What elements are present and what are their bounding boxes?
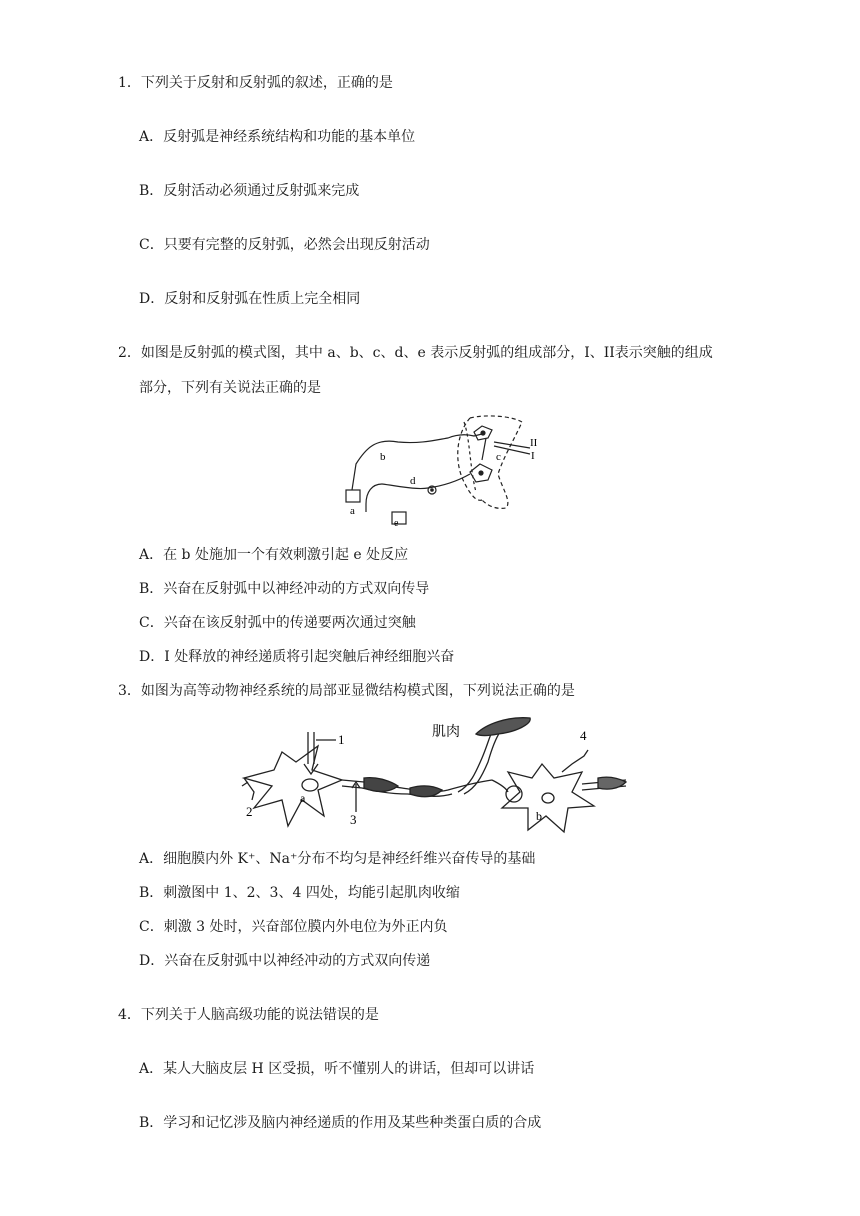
question-1-stem: 1．下列关于反射和反射弧的叙述，正确的是 <box>118 75 393 91</box>
fig3-label-a: a <box>300 791 306 805</box>
question-2-option-b[interactable]: B．兴奋在反射弧中以神经冲动的方式双向传导 <box>139 581 430 597</box>
question-4-stem: 4．下列关于人脑高级功能的说法错误的是 <box>118 1007 379 1023</box>
fig2-label-a: a <box>350 505 355 517</box>
fig2-label-c: c <box>496 451 501 463</box>
question-4-option-b[interactable]: B．学习和记忆涉及脑内神经递质的作用及某些种类蛋白质的合成 <box>139 1115 542 1131</box>
question-4-option-a[interactable]: A．某人大脑皮层 H 区受损，听不懂别人的讲话，但却可以讲话 <box>139 1061 535 1077</box>
question-2-option-d[interactable]: D．I 处释放的神经递质将引起突触后神经细胞兴奋 <box>139 649 455 665</box>
fig3-label-3: 3 <box>350 812 357 827</box>
fig2-label-d: d <box>410 475 416 487</box>
question-1-option-c[interactable]: C．只要有完整的反射弧，必然会出现反射活动 <box>139 237 430 253</box>
fig3-label-4: 4 <box>580 728 587 743</box>
question-2-stem-line1: 2．如图是反射弧的模式图，其中 a、b、c、d、e 表示反射弧的组成部分，I、II表示突触的组成 <box>118 345 713 361</box>
nerve-structure-figure <box>238 712 628 842</box>
question-3-option-a[interactable]: A．细胞膜内外 K⁺、Na⁺分布不均匀是神经纤维兴奋传导的基础 <box>139 851 536 867</box>
fig2-label-I: I <box>531 450 535 462</box>
question-2-option-a[interactable]: A．在 b 处施加一个有效刺激引起 e 处反应 <box>139 547 409 563</box>
reflex-arc-figure <box>336 412 546 532</box>
question-3-stem: 3．如图为高等动物神经系统的局部亚显微结构模式图，下列说法正确的是 <box>118 683 575 699</box>
fig3-label-2: 2 <box>246 804 253 819</box>
question-2-stem-line2: 部分，下列有关说法正确的是 <box>139 380 321 396</box>
question-3-option-c[interactable]: C．刺激 3 处时，兴奋部位膜内外电位为外正内负 <box>139 919 448 935</box>
question-3-option-d[interactable]: D．兴奋在反射弧中以神经冲动的方式双向传递 <box>139 953 431 969</box>
fig2-label-b: b <box>380 451 386 463</box>
fig2-label-II: II <box>530 437 538 449</box>
fig3-label-b: b <box>536 809 542 823</box>
fig2-label-e: e <box>394 518 399 529</box>
fig3-label-muscle: 肌肉 <box>432 725 460 740</box>
question-2-option-c[interactable]: C．兴奋在该反射弧中的传递要两次通过突触 <box>139 615 416 631</box>
question-3-option-b[interactable]: B．刺激图中 1、2、3、4 四处，均能引起肌肉收缩 <box>139 885 460 901</box>
question-1-option-a[interactable]: A．反射弧是神经系统结构和功能的基本单位 <box>139 129 416 145</box>
question-1-option-d[interactable]: D．反射和反射弧在性质上完全相同 <box>139 291 361 307</box>
question-1-option-b[interactable]: B．反射活动必须通过反射弧来完成 <box>139 183 360 199</box>
fig3-label-1: 1 <box>338 732 345 747</box>
